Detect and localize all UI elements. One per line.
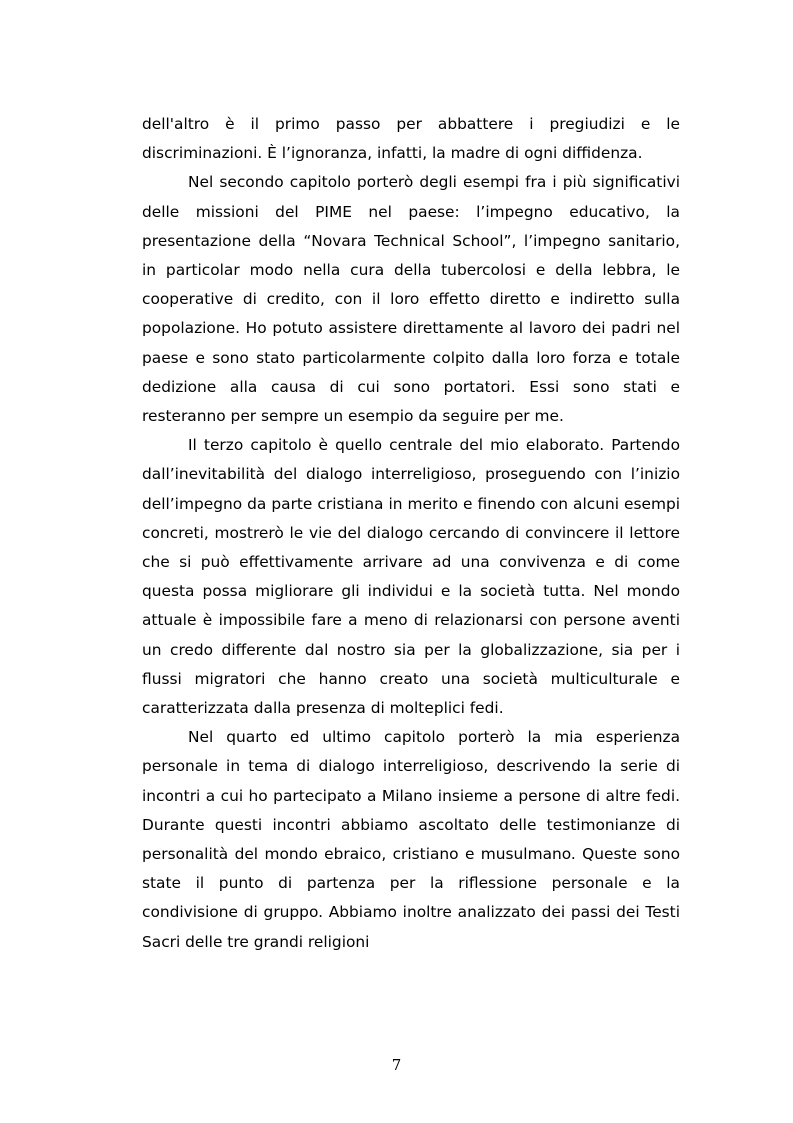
paragraph-third-chapter: Il terzo capitolo è quello centrale del mio elaborato. Partendo dall’inevitabilità del dialogo interreligioso, proseguendo con l’inizio dell’impegno da parte cristiana in merito e finendo con alcuni esempi concreti, mostrerò le vie del dialogo cercando di convincere il lettore che si può effettivamente arrivare ad una convivenza e di come questa possa migliorare gli individui e la società tutta. Nel mondo attuale è impossibile fare a meno di relazionarsi con persone aventi un credo differente dal nostro sia per la globalizzazione, sia per i flussi migratori che hanno creato una società multiculturale e caratterizzata dalla presenza di molteplici fedi. (142, 436, 680, 718)
paragraph-second-chapter: Nel secondo capitolo porterò degli esempi fra i più significativi delle missioni del PIME nel paese: l’impegno educativo, la presentazione della “Novara Technical School”, l’impegno sanitario, in particolar modo nella cura della tubercolosi e della lebbra, le cooperative di credito, con il loro effetto diretto e indiretto sulla popolazione. Ho potuto assistere direttamente al lavoro dei padri nel paese e sono stato particolarmente colpito dalla loro forza e totale dedizione alla causa di cui sono portatori. Essi sono stati e resteranno per sempre un esempio da seguire per me. (142, 173, 680, 426)
body-text (142, 110, 680, 957)
paragraph-fourth-chapter: Nel quarto ed ultimo capitolo porterò la mia esperienza personale in tema di dialogo interreligioso, descrivendo la serie di incontri a cui ho partecipato a Milano insieme a persone di altre fedi. Durante questi incontri abbiamo ascoltato delle testimonianze di personalità del mondo ebraico, cristiano e musulmano. Queste sono state il punto di partenza per la riflessione personale e la condivisione di gruppo. Abbiamo inoltre analizzato dei passi dei Testi Sacri delle tre grandi religioni (142, 728, 680, 951)
paragraph-continuation: dell'altro è il primo passo per abbattere i pregiudizi e le discriminazioni. È l’ignoranza, infatti, la madre di ogni diffidenza. (142, 115, 680, 163)
page-number: 7 (391, 1056, 402, 1074)
